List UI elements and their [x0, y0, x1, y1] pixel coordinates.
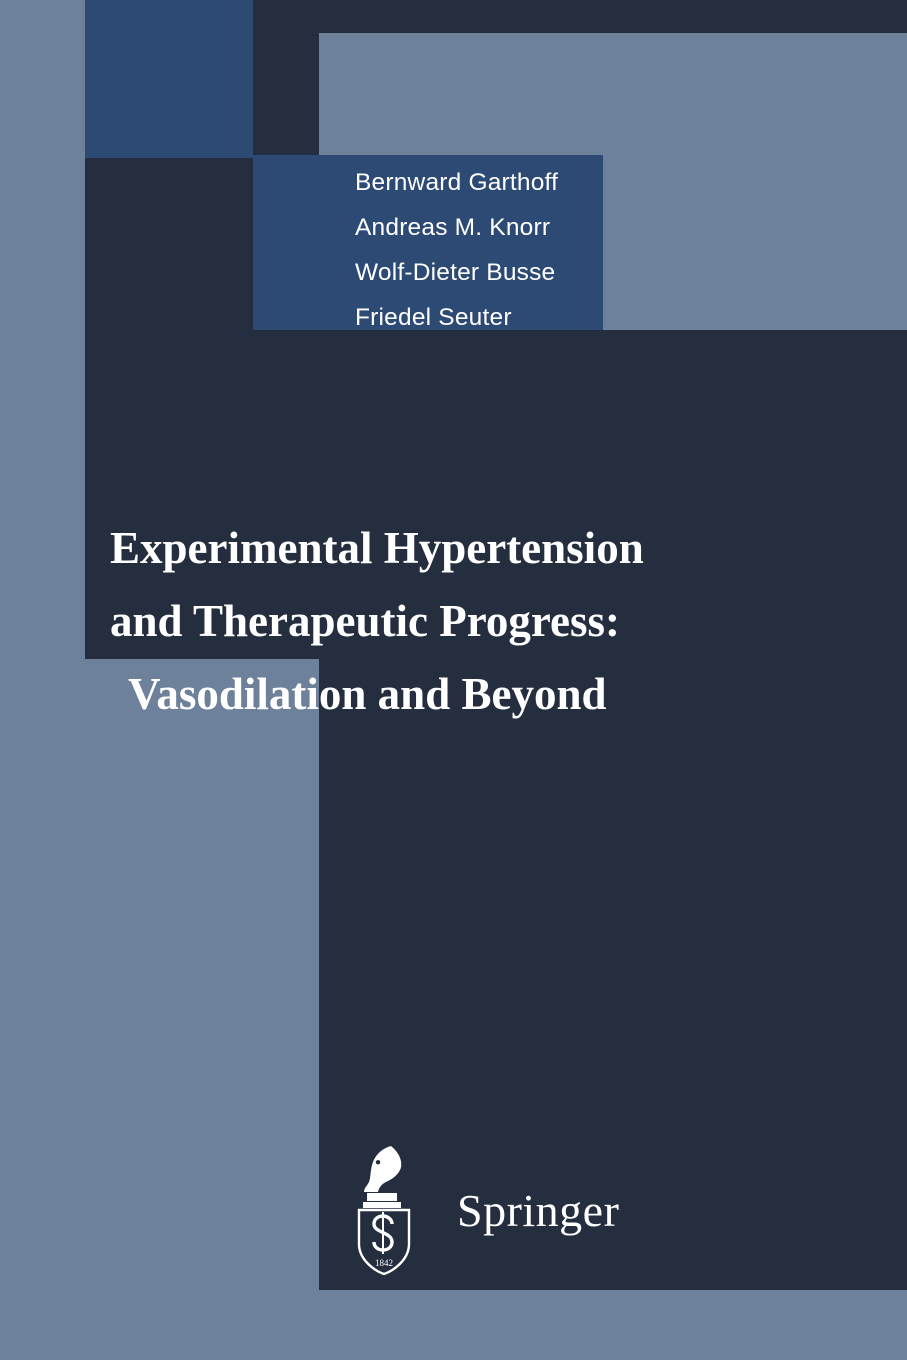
- author-name: Wolf-Dieter Busse: [355, 259, 556, 286]
- publisher-name: Springer: [457, 1184, 620, 1236]
- title-line: Experimental Hypertension: [110, 523, 644, 573]
- author-name: Andreas M. Knorr: [355, 214, 551, 241]
- background-left-top-band: [0, 0, 85, 487]
- background-bottom-right-light: [319, 1290, 907, 1360]
- author-name: Bernward Garthoff: [355, 169, 559, 196]
- title-line: Vasodilation and Beyond: [128, 669, 607, 719]
- title-line: and Therapeutic Progress:: [110, 596, 621, 646]
- background-topleft-square: [85, 0, 253, 158]
- author-list: [355, 160, 605, 340]
- book-title: [110, 512, 900, 731]
- logo-year-text: 1842: [375, 1258, 393, 1268]
- springer-knight-logo-icon: [345, 1140, 437, 1280]
- background-left-bottom-band: [0, 659, 85, 1360]
- author-name: Friedel Seuter: [355, 304, 512, 331]
- publisher-logo: [345, 1140, 645, 1280]
